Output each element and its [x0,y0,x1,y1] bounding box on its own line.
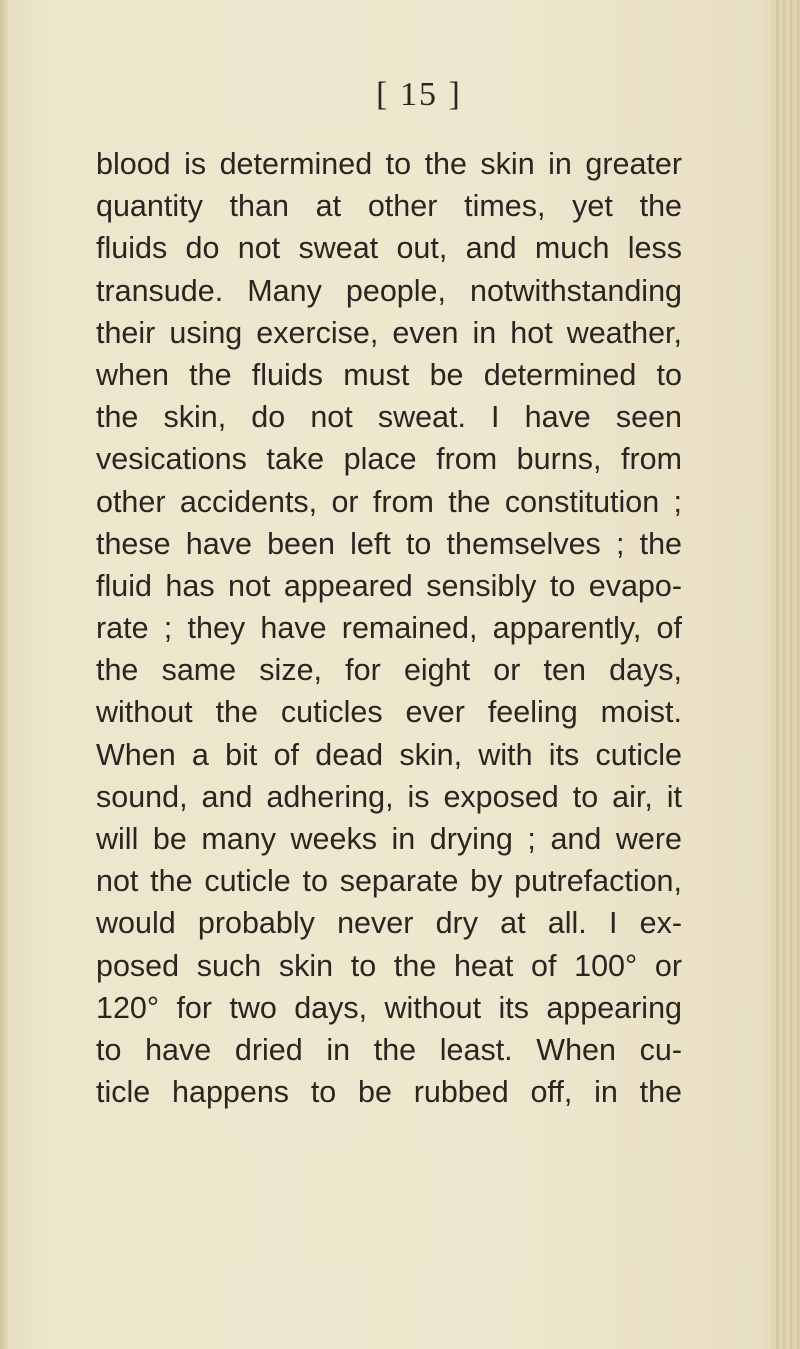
text-line: posed such skin to the heat of 100° or [96,948,682,983]
text-line: blood is determined to the skin in greater [96,147,682,181]
text-line: not the cuticle to separate by putrefaction, [96,864,682,899]
page-fore-edge [772,0,800,1349]
text-line: will be many weeks in drying ; and were [96,822,682,856]
text-line: would probably never dry at all. I ex- [96,906,682,941]
text-line: the skin, do not sweat. I have seen [96,400,682,435]
text-line: fluid has not appeared sensibly to evapo- [96,568,682,603]
text-line: fluids do not sweat out, and much less [96,231,682,266]
text-line: sound, and adhering, is exposed to air, it [96,779,682,814]
text-line: When a bit of dead skin, with its cuticle [96,737,682,772]
text-line: their using exercise, even in hot weather, [96,315,682,350]
text-line: transude. Many people, notwithstanding [96,273,682,308]
text-line: quantity than at other times, yet the [96,189,682,224]
text-line: rate ; they have remained, apparently, of [96,611,682,646]
text-line: these have been left to themselves ; the [96,526,682,561]
text-line: other accidents, or from the constitution ; [96,484,682,519]
text-line: to have dried in the least. When cu- [96,1032,682,1067]
page-gutter-edge [0,0,8,1349]
text-line: the same size, for eight or ten days, [96,653,682,688]
text-line: 120° for two days, without its appearing [96,990,682,1025]
text-line: ticle happens to be rubbed off, in the [96,1075,682,1110]
page-number: [ 15 ] [376,76,462,113]
text-line: vesications take place from burns, from [96,442,682,477]
text-line: when the fluids must be determined to [96,357,682,392]
text-line: without the cuticles ever feeling moist. [96,695,682,730]
body-text [96,143,682,1113]
